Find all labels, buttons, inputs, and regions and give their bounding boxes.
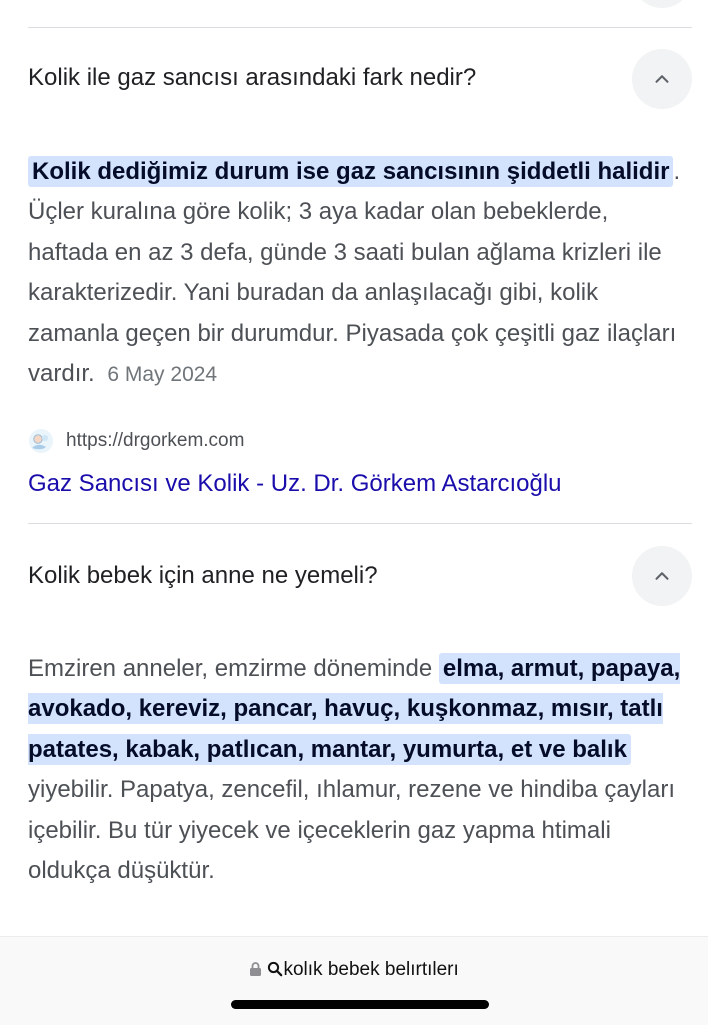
- divider: [28, 27, 692, 28]
- baby-favicon-icon: [28, 428, 54, 454]
- faq-question[interactable]: Kolik ile gaz sancısı arasındaki fark nedir?: [28, 64, 477, 91]
- answer-text: Emziren anneler, emzirme döneminde: [28, 655, 439, 682]
- source-url: https://drgorkem.com: [66, 430, 245, 451]
- address-query: kolık bebek belırtılerı: [283, 959, 459, 980]
- source-row[interactable]: [28, 428, 244, 454]
- previous-collapse-button[interactable]: [632, 0, 692, 8]
- faq-question[interactable]: Kolik bebek için anne ne yemeli?: [28, 562, 378, 589]
- answer-text: yiyebilir. Papatya, zencefil, ıhlamur, rezene ve hindiba çayları içebilir. Bu tür yiyecek ve içeceklerin gaz yapma htimali oldukça düşüktür.: [28, 776, 676, 885]
- answer-date: 6 May 2024: [107, 363, 218, 387]
- chevron-up-icon: [651, 565, 673, 587]
- collapse-button[interactable]: [632, 546, 692, 606]
- chevron-up-icon: [651, 68, 673, 90]
- address-text-row[interactable]: [0, 959, 708, 981]
- lock-icon: [249, 961, 262, 977]
- collapse-button[interactable]: [632, 49, 692, 109]
- answer-text: . Üçler kuralına göre kolik; 3 aya kadar olan bebeklerde, haftada en az 3 defa, günde 3 saati bulan ağlama krizleri ile karakterizedir. Yani buradan da anlaşılacağı gibi, kolik zamanla geçen bir durumdur. Piyasada çok çeşitli gaz ilaçları vardır.: [28, 158, 681, 388]
- browser-address-bar[interactable]: [0, 936, 708, 1025]
- answer-highlight: Kolik dediğimiz durum ise gaz sancısının şiddetli halidir: [28, 156, 673, 187]
- divider: [28, 523, 692, 524]
- faq-answer: [28, 649, 688, 891]
- home-indicator[interactable]: [231, 1000, 489, 1009]
- faq-answer: [28, 152, 688, 395]
- search-icon: [267, 961, 283, 977]
- answer-highlight: elma, armut, papaya, avokado, kereviz, pancar, havuç, kuşkonmaz, mısır, tatlı patates, kabak, patlıcan, mantar, yumurta, et ve balık: [28, 655, 681, 763]
- source-link[interactable]: Gaz Sancısı ve Kolik - Uz. Dr. Görkem Astarcıoğlu: [28, 470, 562, 497]
